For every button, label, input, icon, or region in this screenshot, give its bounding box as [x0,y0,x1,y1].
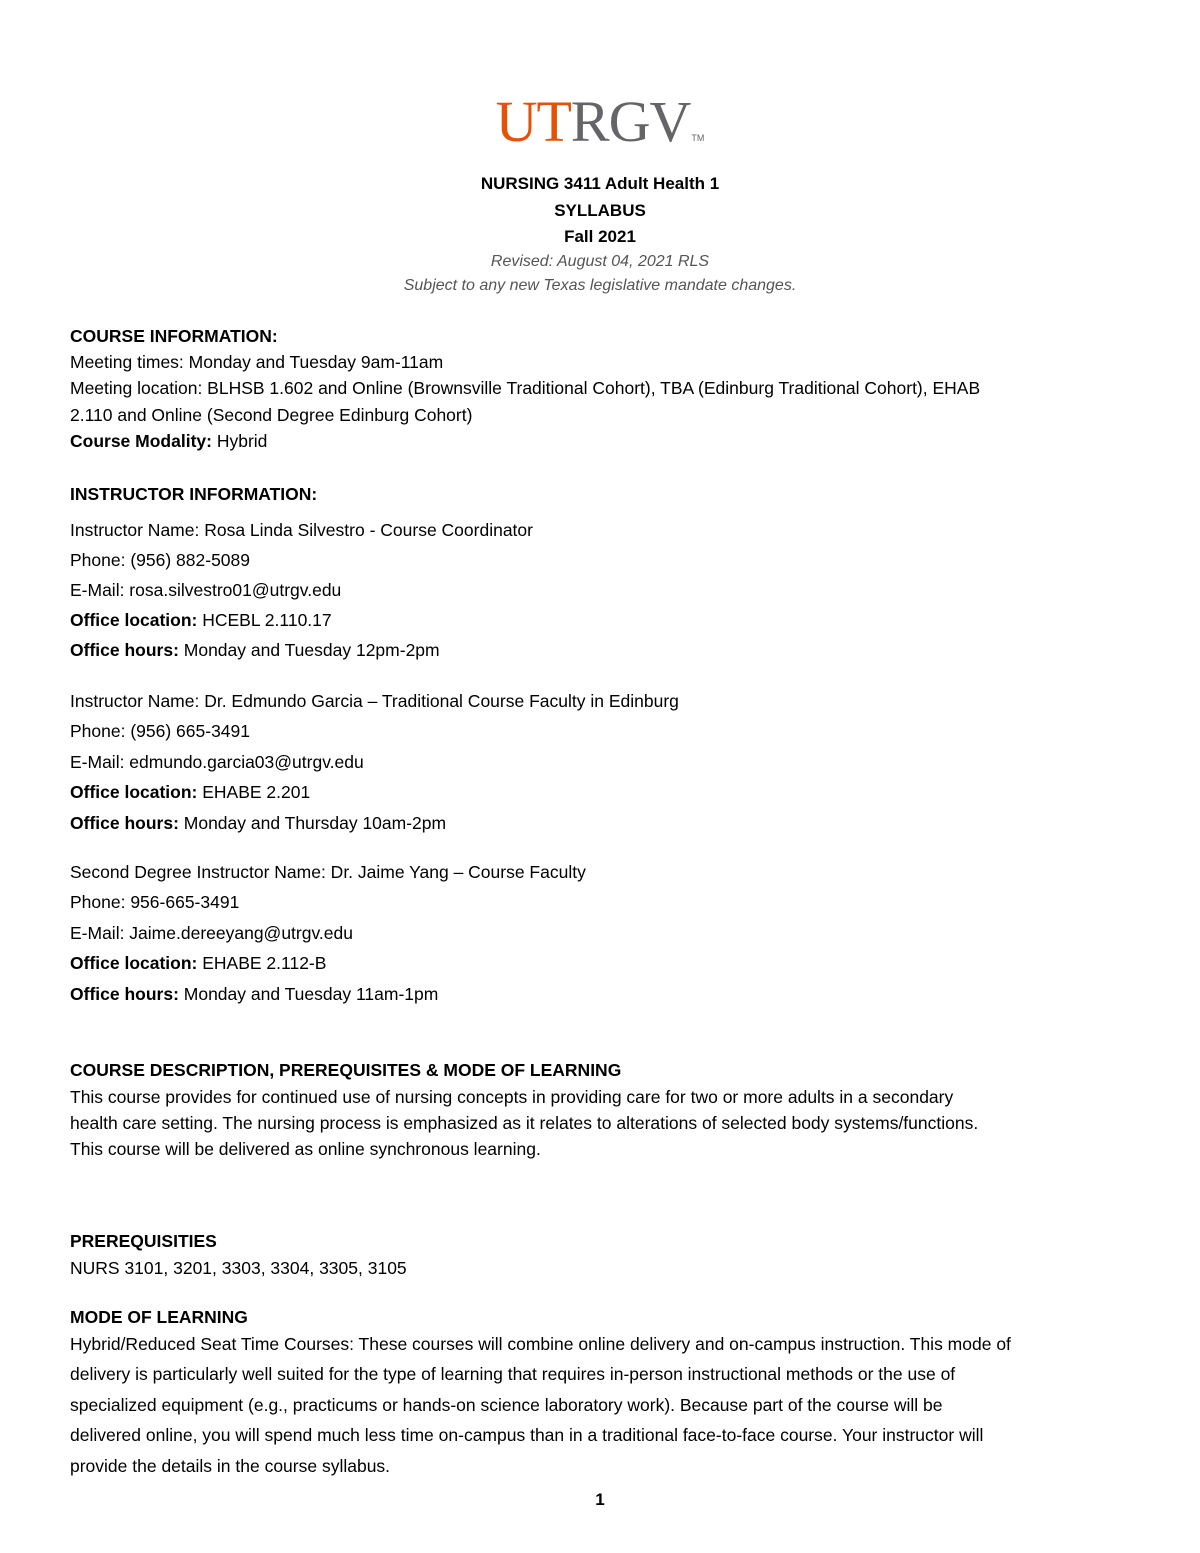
mode-of-learning-line: Hybrid/Reduced Seat Time Courses: These courses will combine online delivery and on-campus instruction. This mode of [70,1334,1011,1354]
description-line: health care setting. The nursing process is emphasized as it relates to alterations of selected body systems/functions. [70,1113,979,1133]
course-title: NURSING 3411 Adult Health 1 [480,174,720,193]
instructor-3-hours [70,984,1140,1005]
office-location-value: EHABE 2.201 [197,782,311,802]
instructor-1-phone: Phone: (956) 882-5089 [70,550,250,570]
course-description-heading: COURSE DESCRIPTION, PREREQUISITES & MODE OF LEARNING [70,1060,622,1080]
description-line: This course provides for continued use of nursing concepts in providing care for two or more adults in a secondary [70,1087,954,1107]
prerequisites-value: NURS 3101, 3201, 3303, 3304, 3305, 3105 [70,1258,407,1278]
logo-trademark: TM [691,133,705,143]
instructor-3-office [70,953,1140,974]
meeting-location-line-2: 2.110 and Online (Second Degree Edinburg Cohort) [70,405,473,425]
office-hours-label: Office hours: [70,640,179,660]
office-location-value: EHABE 2.112-B [197,953,327,973]
instructor-1-hours [70,640,1140,661]
legislative-note: Subject to any new Texas legislative mandate changes. [403,277,797,294]
instructor-2-email: E-Mail: edmundo.garcia03@utrgv.edu [70,752,364,772]
modality-value: Hybrid [211,431,268,451]
instructor-info-heading: INSTRUCTOR INFORMATION: [70,484,318,504]
instructor-3-name: Second Degree Instructor Name: Dr. Jaime Yang – Course Faculty [70,862,586,882]
office-hours-value: Monday and Tuesday 11am-1pm [178,984,439,1004]
instructor-2-hours [70,813,1140,834]
mode-of-learning-line: provide the details in the course syllabus. [70,1456,391,1476]
utrgv-logo [0,88,1200,155]
mode-of-learning-line: delivery is particularly well suited for the type of learning that requires in-person instructional methods or the use of [70,1364,956,1384]
page-number: 1 [595,1490,605,1509]
mode-of-learning-heading: MODE OF LEARNING [70,1307,248,1327]
logo-rgv-text: RGV [570,89,691,154]
doc-type: SYLLABUS [554,201,646,220]
office-location-label: Office location: [70,610,198,630]
instructor-3-phone: Phone: 956-665-3491 [70,892,240,912]
office-hours-value: Monday and Thursday 10am-2pm [178,813,447,833]
term: Fall 2021 [564,227,636,246]
logo-ut-text: UT [495,89,571,154]
office-location-label: Office location: [70,953,198,973]
office-location-label: Office location: [70,782,198,802]
office-hours-value: Monday and Tuesday 12pm-2pm [178,640,440,660]
mode-of-learning-line: specialized equipment (e.g., practicums or hands-on science laboratory work). Because part of the course will be [70,1395,943,1415]
revised-note: Revised: August 04, 2021 RLS [490,253,710,270]
office-hours-label: Office hours: [70,813,179,833]
modality-label: Course Modality: [70,431,212,451]
instructor-2-office [70,782,1140,803]
meeting-times: Meeting times: Monday and Tuesday 9am-11am [70,352,444,372]
prerequisites-heading: PREREQUISITIES [70,1231,217,1251]
instructor-1-email: E-Mail: rosa.silvestro01@utrgv.edu [70,580,342,600]
description-line: This course will be delivered as online synchronous learning. [70,1139,541,1159]
instructor-1-office [70,610,1140,631]
office-hours-label: Office hours: [70,984,179,1004]
course-modality [70,431,1140,452]
mode-of-learning-line: delivered online, you will spend much less time on-campus than in a traditional face-to-face course. Your instructor will [70,1425,984,1445]
instructor-1-name: Instructor Name: Rosa Linda Silvestro - Course Coordinator [70,520,533,540]
instructor-2-name: Instructor Name: Dr. Edmundo Garcia – Traditional Course Faculty in Edinburg [70,691,679,711]
instructor-3-email: E-Mail: Jaime.dereeyang@utrgv.edu [70,923,353,943]
meeting-location-line-1: Meeting location: BLHSB 1.602 and Online (Brownsville Traditional Cohort), TBA (Edinburg Traditional Cohort), EHAB [70,378,981,398]
instructor-2-phone: Phone: (956) 665-3491 [70,721,250,741]
course-info-heading: COURSE INFORMATION: [70,326,278,346]
office-location-value: HCEBL 2.110.17 [197,610,332,630]
